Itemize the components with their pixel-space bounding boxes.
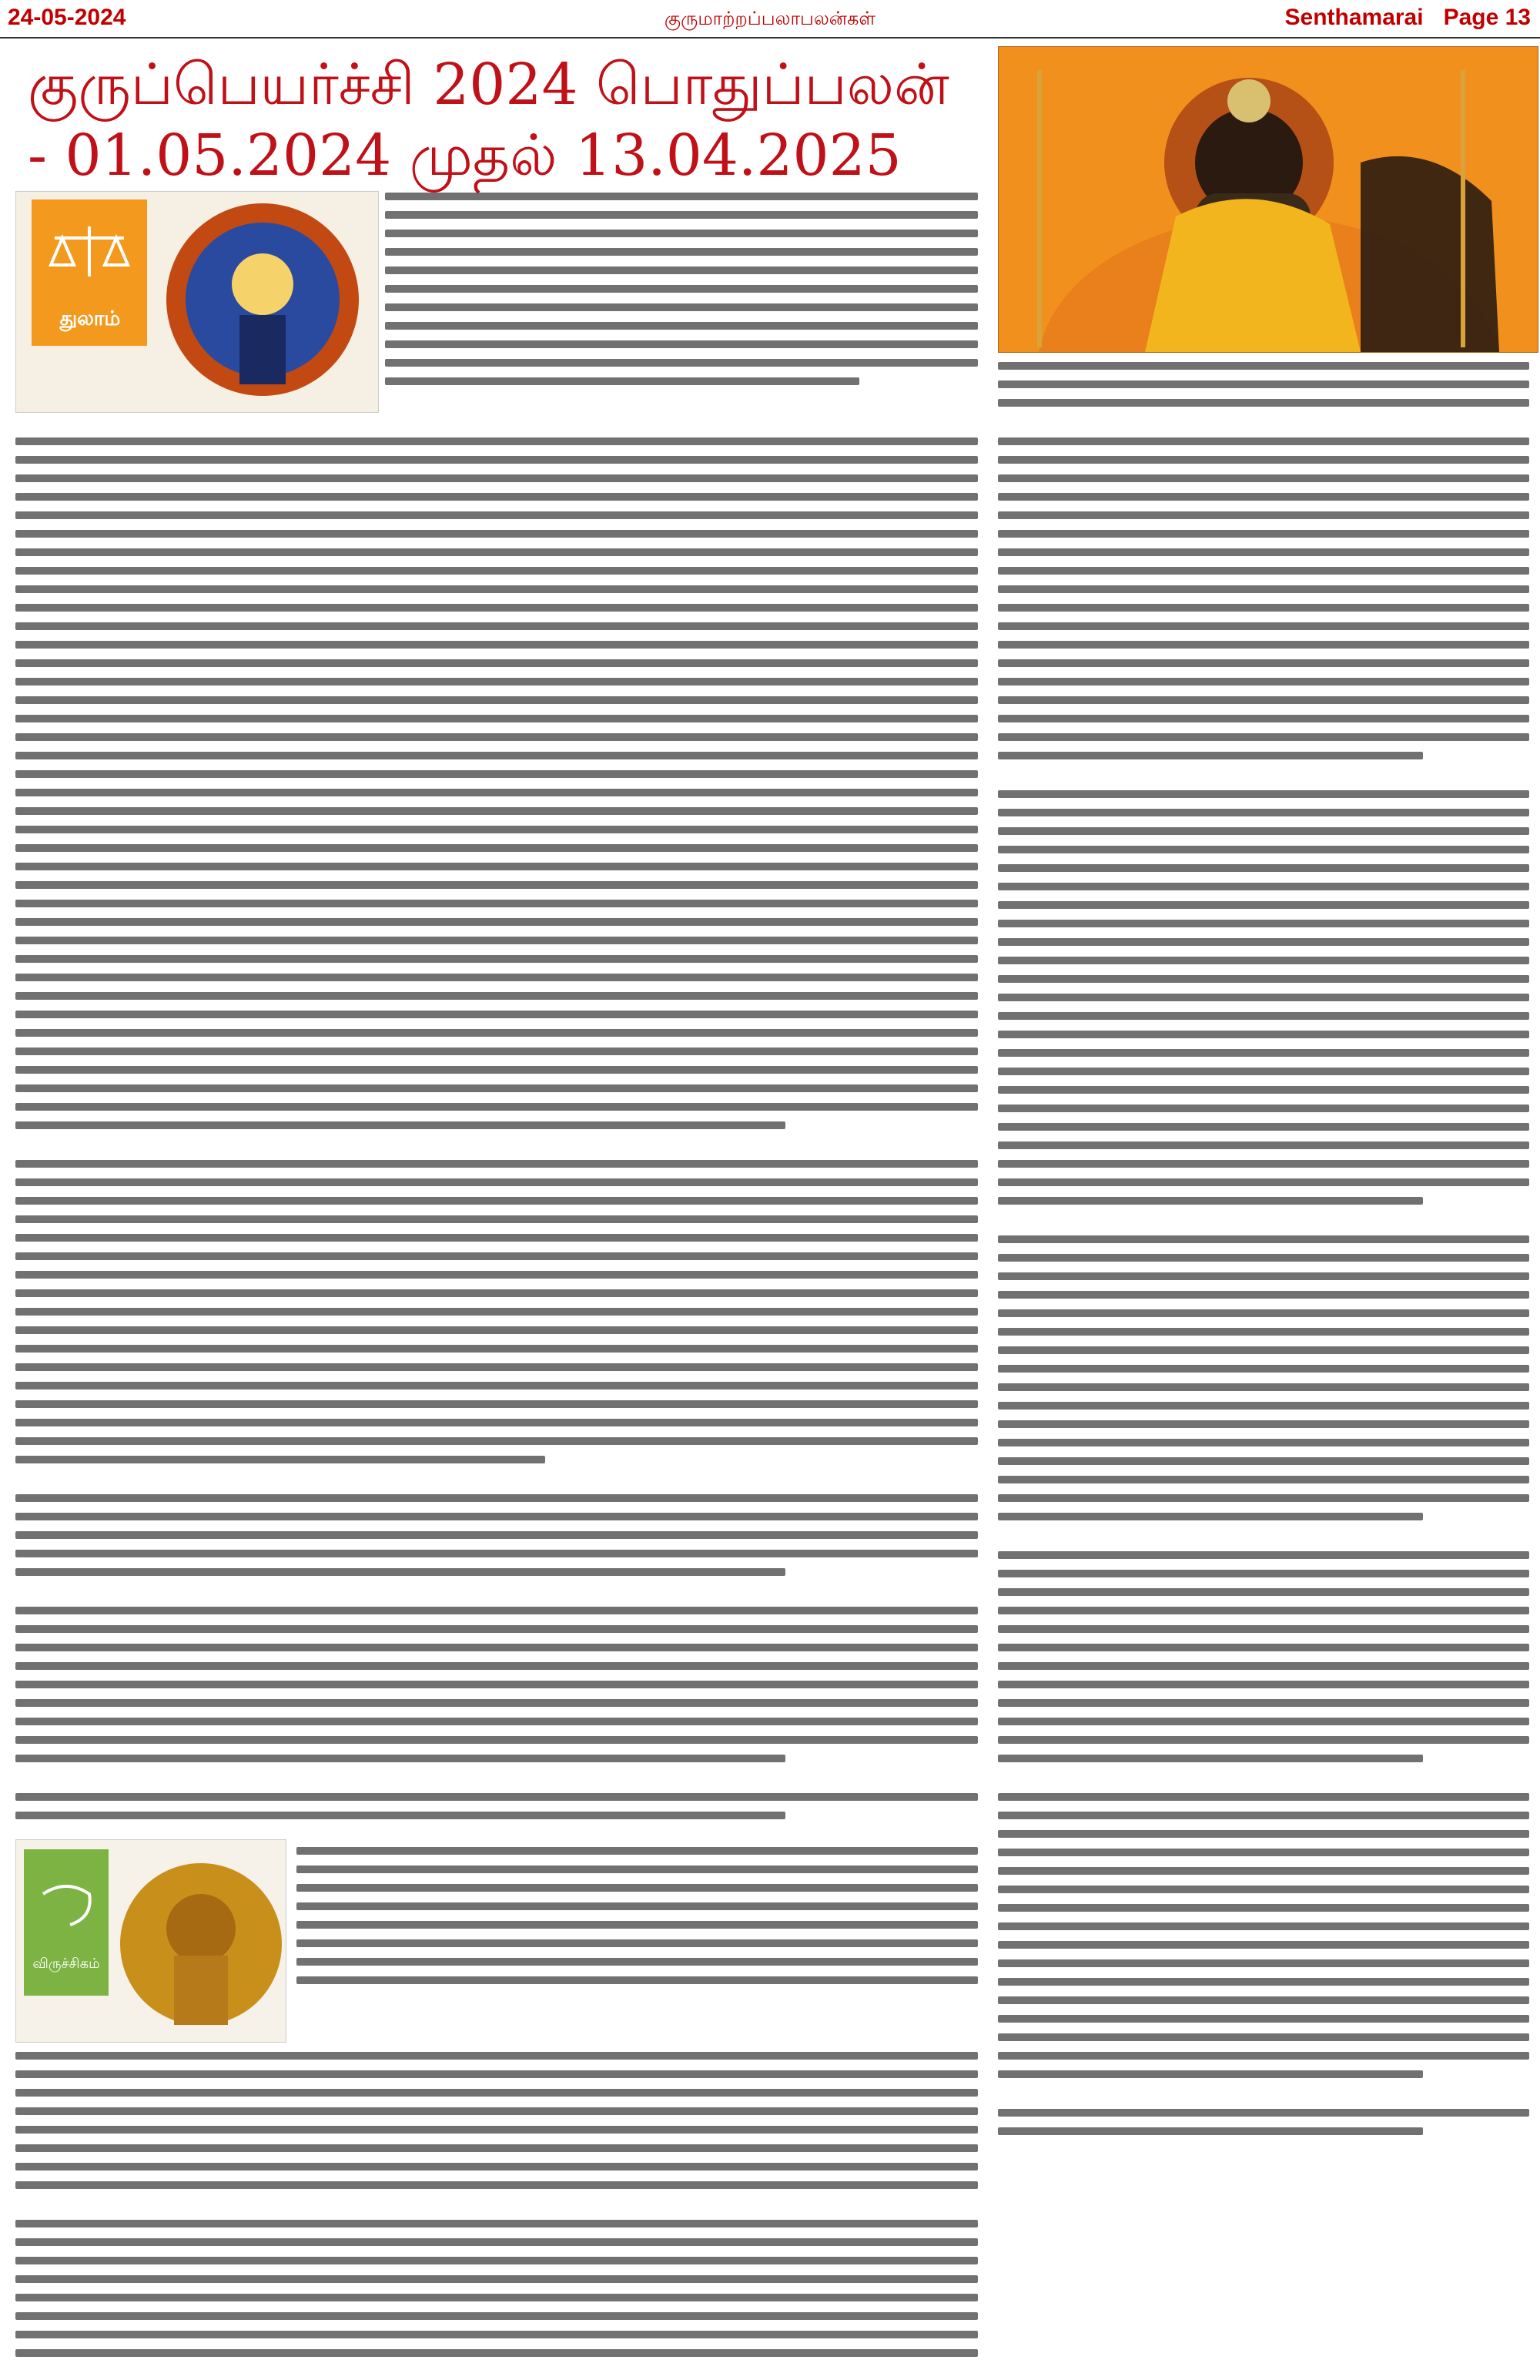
page-header <box>0 0 1540 39</box>
zodiac-viruchigam-label: விருச்சிகம் <box>32 1956 100 1972</box>
intro-paragraph-1 <box>385 193 978 396</box>
zodiac-viruchigam-image <box>15 1839 286 2043</box>
zodiac-thulam-label: துலாம் <box>59 307 121 330</box>
page-number: Page 13 <box>1443 5 1531 30</box>
deity-illustration <box>999 47 1538 352</box>
zodiac-thulam-image <box>15 191 379 413</box>
issue-date: 24-05-2024 <box>8 5 126 30</box>
right-column-body <box>998 362 1529 2146</box>
left-column-body <box>15 437 978 1830</box>
intro-paragraph-2 <box>296 1847 978 1995</box>
header-right <box>1285 5 1532 31</box>
article-headline: குருப்பெயர்ச்சி 2024 பொதுப்பலன் - 01.05.2024 முதல் 13.04.2025 <box>28 52 949 189</box>
publication-name: Senthamarai <box>1284 5 1424 30</box>
section-title: குருமாற்றப்பலாபலன்கள் <box>664 8 876 29</box>
deity-photo <box>998 46 1538 353</box>
left-column-body-2 <box>15 2052 978 2368</box>
